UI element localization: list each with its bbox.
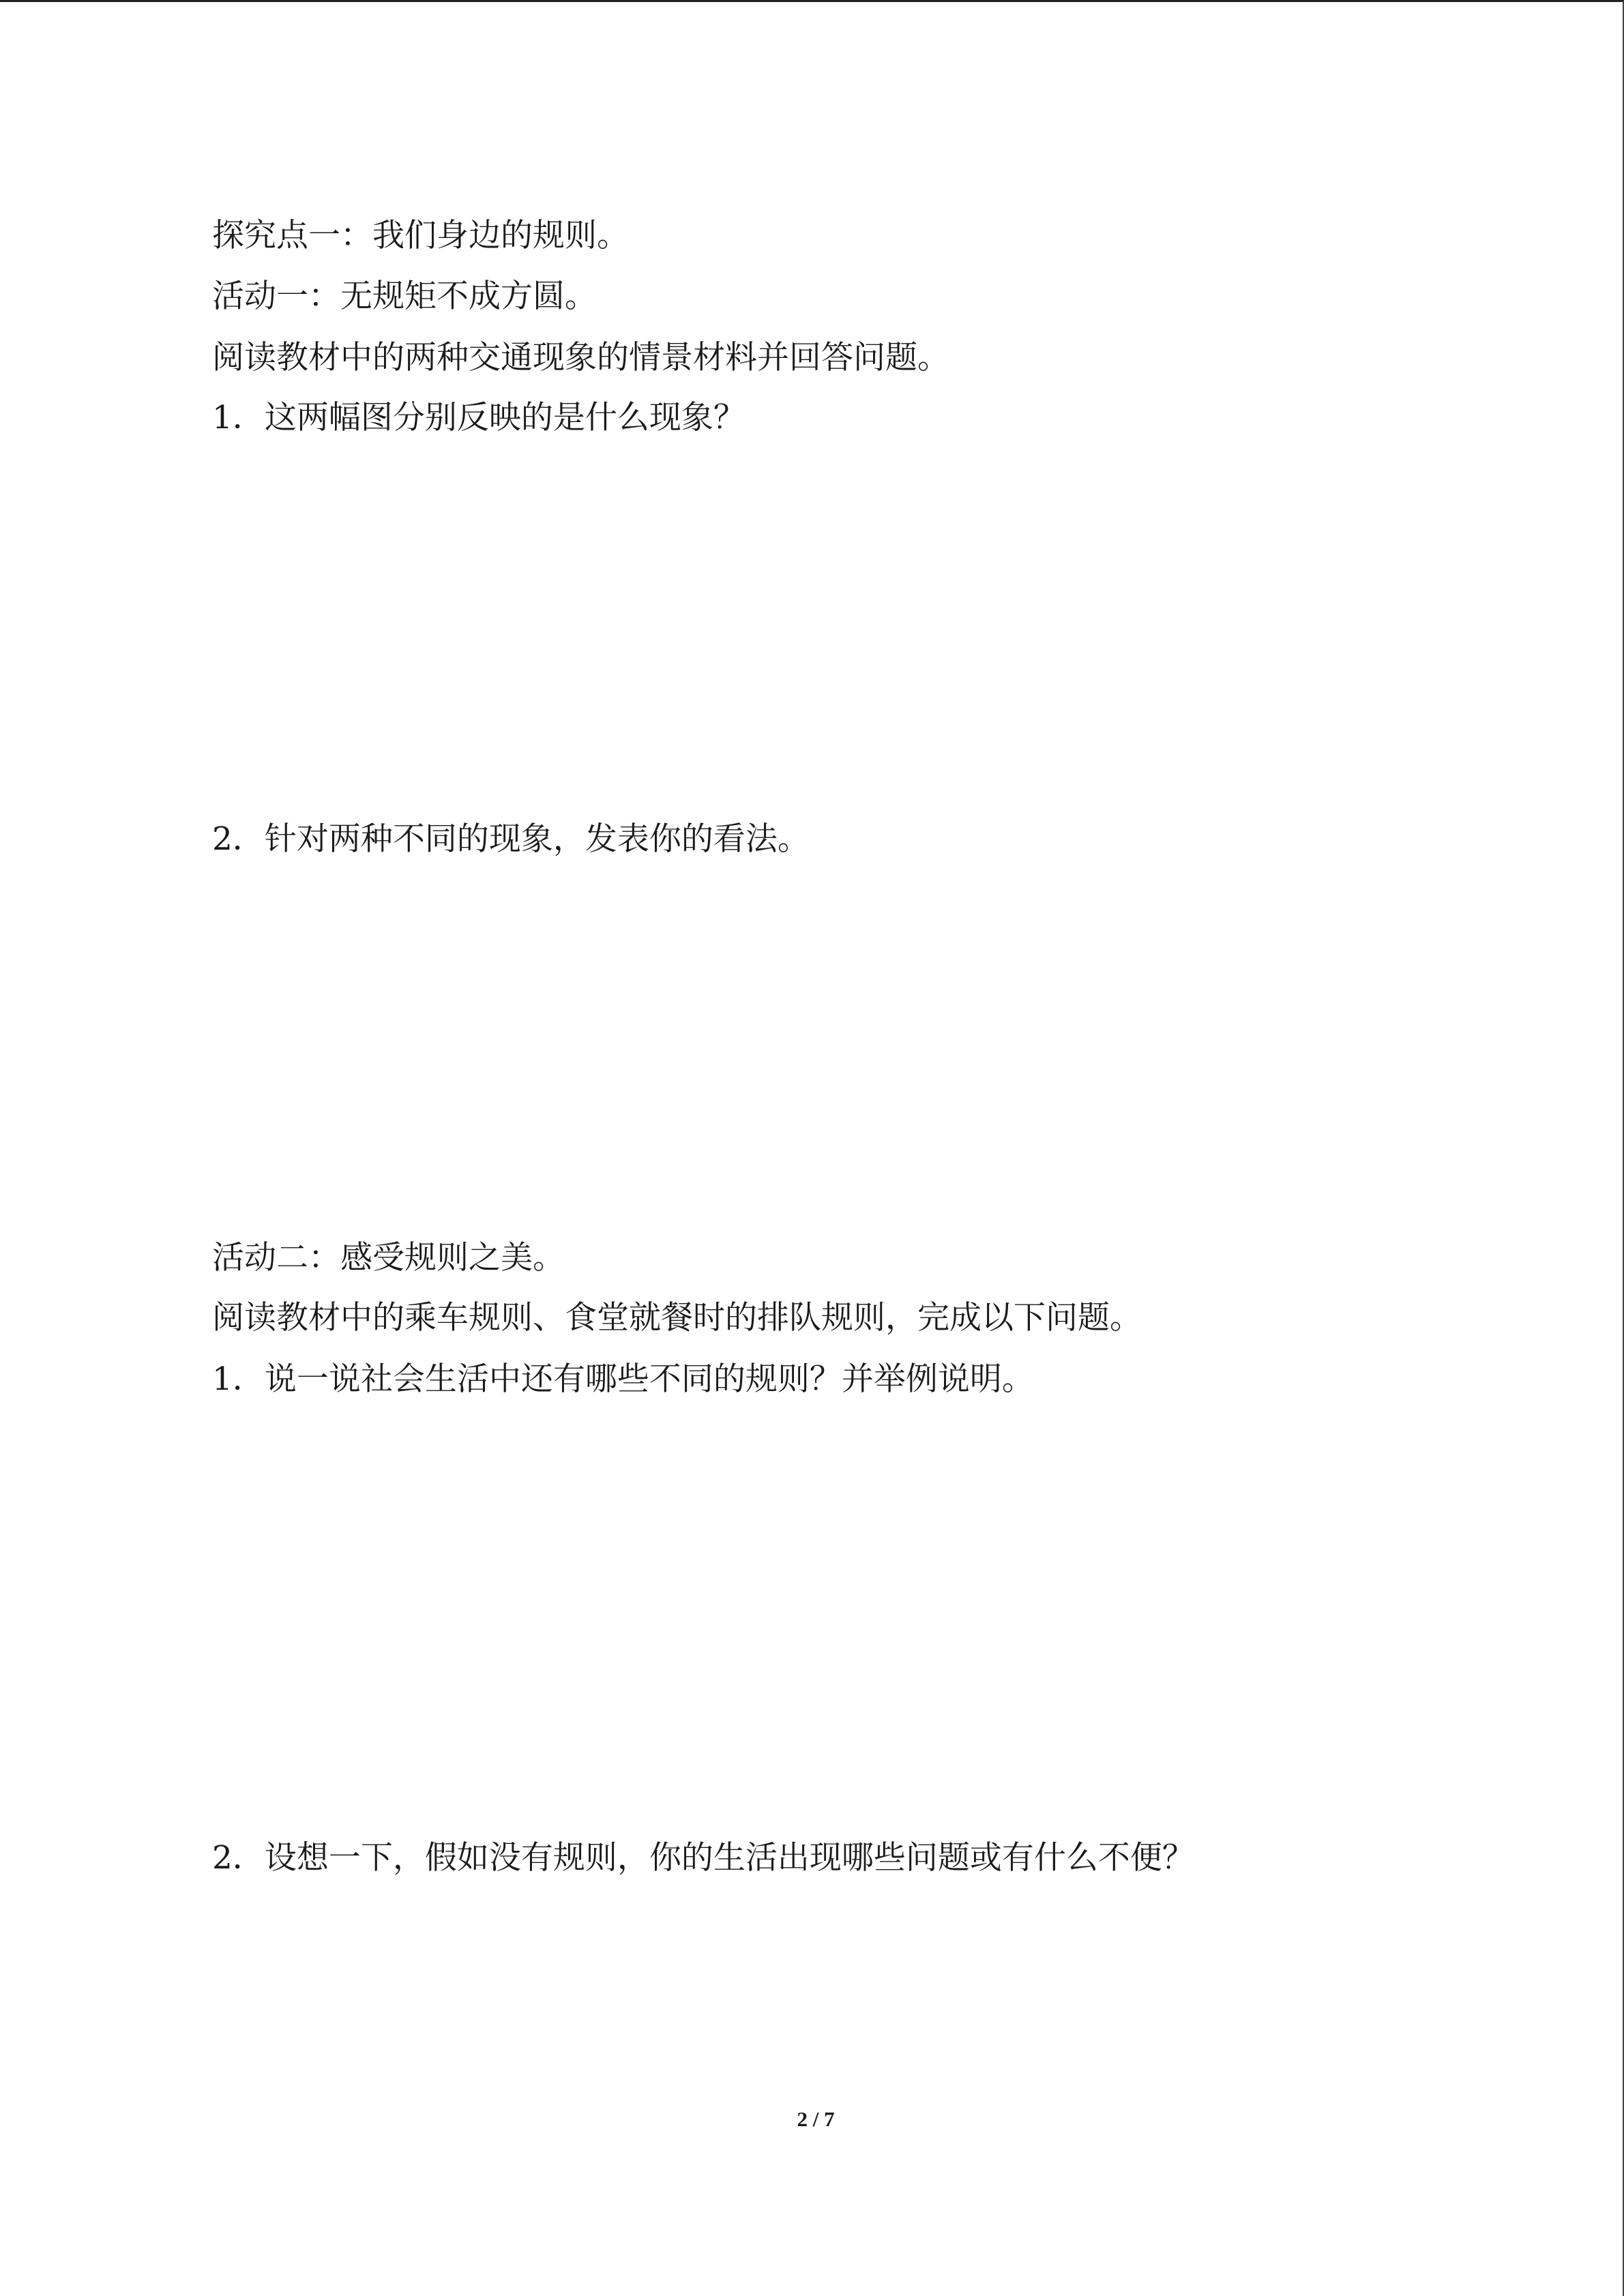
activity-one-instruction: 阅读教材中的两种交通现象的情景材料并回答问题。: [212, 339, 949, 376]
answer-space: [212, 867, 1508, 1221]
answer-space: [212, 445, 1508, 800]
page-number: 2 / 7: [797, 2107, 835, 2131]
exploration-point-heading: 探究点一：我们身边的规则。: [212, 217, 629, 254]
activity-two-title: 活动二：感受规则之美。: [212, 1239, 565, 1277]
activity-one-question-2: 2．针对两种不同的现象，发表你的看法。: [212, 820, 810, 858]
answer-space: [212, 1885, 1508, 2090]
activity-two-instruction: 阅读教材中的乘车规则、食堂就餐时的排队规则，完成以下问题。: [212, 1299, 1142, 1337]
activity-two-question-2: 2．设想一下，假如没有规则，你的生活出现哪些问题或有什么不便？: [212, 1839, 1194, 1877]
answer-space: [212, 1407, 1508, 1816]
activity-one-question-1: 1．这两幅图分别反映的是什么现象？: [212, 399, 745, 436]
activity-one-title: 活动一：无规矩不成方圆。: [212, 278, 597, 315]
activity-two-question-1: 1．说一说社会生活中还有哪些不同的规则？并举例说明。: [212, 1360, 1034, 1398]
